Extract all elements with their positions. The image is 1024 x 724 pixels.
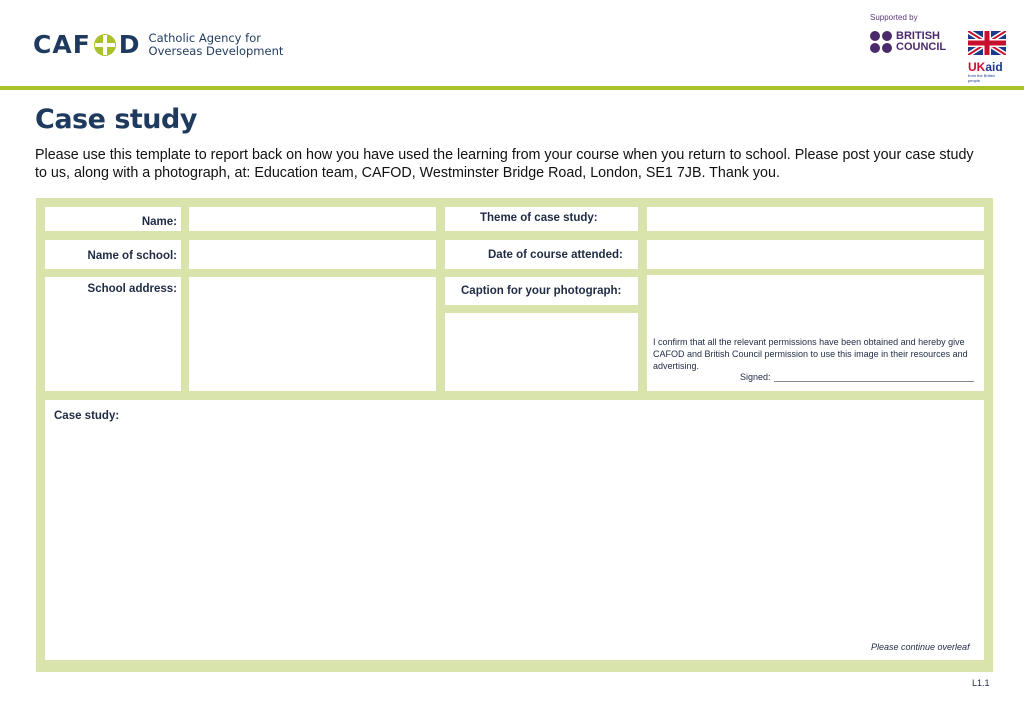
theme-field[interactable] [647,207,984,231]
school-label: Name of school: [87,250,177,262]
case-study-field[interactable] [45,400,984,660]
name-label: Name: [141,216,177,228]
address-field[interactable] [189,277,436,391]
caption-field[interactable] [445,313,638,391]
logo-tagline-line1: Catholic Agency for [148,30,261,45]
logo-letters-left: CAF [33,30,91,59]
date-field[interactable] [647,240,984,269]
date-label-cell [445,240,638,269]
cafod-cross-icon [92,32,118,58]
ukaid-logo [968,31,1006,83]
logo-tagline-line2: Overseas Development [148,43,284,58]
supported-by-label: Supported by [870,13,918,22]
cafod-logo-wordmark [33,30,141,59]
ukaid-text [968,61,1006,73]
document-code: L1.1 [972,678,990,688]
continue-note: Please continue overleaf [871,642,970,652]
theme-label: Theme of case study: [480,212,598,224]
intro-paragraph: Please use this template to report back on how you have used the learning from your course when you return to school. Please post your case study to us, along with a photograph, at: Education team, CAFOD, Westminster Bridge Road, London, SE1 7JB. Thank you. [35,147,974,181]
british-council-logo [870,31,946,53]
address-label: School address: [87,283,177,295]
name-field[interactable] [189,207,436,231]
ukaid-aid: aid [985,60,1003,74]
theme-label-cell [445,207,638,231]
british-council-line1: BRITISH [896,30,940,42]
school-label-cell [45,240,181,269]
british-council-line2: COUNCIL [896,41,947,53]
signed-label: Signed: [740,372,771,382]
caption-label: Caption for your photograph: [461,285,622,297]
british-council-dots-icon [870,31,892,53]
ukaid-uk: UK [968,60,986,74]
case-study-label: Case study: [54,410,120,422]
signature-field[interactable] [774,373,974,382]
logo-letters-right: D [118,30,141,59]
page-header [0,0,1024,86]
signature-line [740,372,974,382]
permission-statement: I confirm that all the relevant permissions have been obtained and hereby give CAFOD and British Council permission to use this image in their resources and advertising. [653,337,968,371]
british-council-text [896,31,946,53]
cafod-logo [33,30,283,59]
address-label-cell [45,277,181,391]
ukaid-subtitle: from the British people [968,73,995,83]
logo-tagline [149,32,284,58]
name-label-cell [45,207,181,231]
school-field[interactable] [189,240,436,269]
caption-label-cell [445,277,638,305]
page-title: Case study [35,104,197,135]
union-flag-icon [968,31,1006,55]
header-rule [0,86,1024,90]
date-label: Date of course attended: [488,249,623,261]
